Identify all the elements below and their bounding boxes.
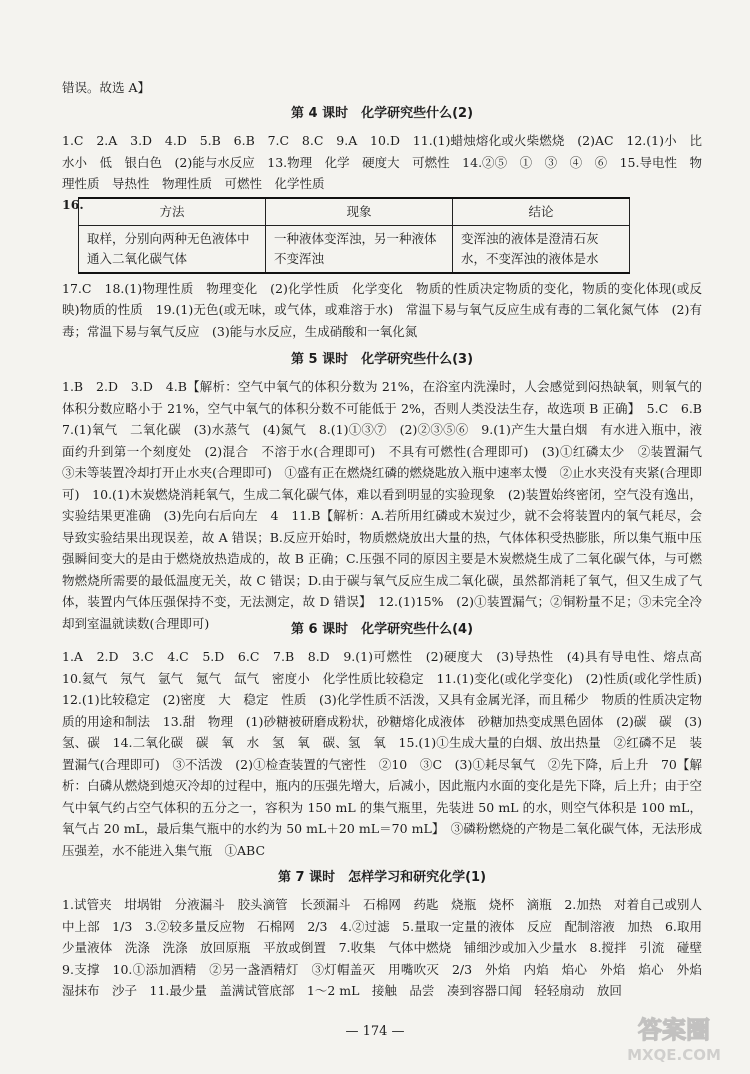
- section-5-answers: 1.B 2.D 3.D 4.B【解析：空气中氧气的体积分数为 21%，在浴室内洗澡时，人会感觉到闷热缺氧，则氧气的体积分数应略小于 21%，空气中氧气的体积分数不可能低于 2%，否则人类没法生存，故选项 B 正确】 5.C 6.B 7.(1)氧气 二氧化碳 (3)水蒸气 (4)氮气 8.(1)①③⑦ (2)②③⑤⑥ 9.(1)产生大量白烟 有水进入瓶中，液面约升到第一个刻度处 (2)混合 不溶于水(合理即可) 不具有可燃性(合理即可) (3)①红磷太少 ②装置漏气 ③未等装置冷却打开止水夹(合理即可) ①盛有正在燃烧红磷的燃烧匙放入瓶中速率太慢 ②止水夹没有夹紧(合理即可) 10.(1)木炭燃烧消耗氧气，生成二氧化碳气体，难以看到明显的实验现象 (2)装置始终密闭，空气没有逸出，实验结果更准确 (3)先向右后向左 4 11.B【解析：A.若所用红磷或木炭过少，就不会将装置内的氧气耗尽，会导致实验结果出现误差，故 A 错误；B.反应开始时，物质燃烧放出大量的热，气体体积受热膨胀，所以集气瓶中压强瞬间变大的是由于燃烧放热造成的，故 B 正确；C.压强不同的原因主要是木炭燃烧生成了二氧化碳气体，与可燃物燃烧所需要的最低温度无关，故 C 错误；D.由于碳与氧气反应生成二氧化碳，虽然都消耗了氧气，但又生成了气体，装置内气体压强保持不变，无法测定，故 D 错误】 12.(1)15% (2)①装置漏气；②铜粉量不足；③未完全冷却到室温就读数(合理即可): [62, 379, 715, 631]
- section-5-title: 第 5 课时 化学研究些什么(3): [290, 352, 474, 367]
- table-header-row: [79, 198, 630, 226]
- answer-table: [78, 197, 630, 274]
- table-row: [79, 225, 630, 273]
- section-6-title: 第 6 课时 化学研究些什么(4): [290, 622, 474, 637]
- watermark-text-bottom: MXQE.COM: [627, 1046, 721, 1064]
- table-header-method: 方法: [79, 198, 266, 226]
- intro-line: 错误。故选 A】: [62, 80, 151, 95]
- section-5: [62, 350, 715, 634]
- question-16-number: 16.: [62, 196, 84, 212]
- page-number: — 174 —: [345, 1024, 405, 1039]
- section-4: [62, 104, 702, 342]
- table-cell-method: 取样，分别向两种无色液体中通入二氧化碳气体: [79, 225, 266, 273]
- section-4-answers-1: 1.C 2.A 3.D 4.D 5.B 6.B 7.C 8.C 9.A 10.D 11.(1)蜡烛熔化或火柴燃烧 (2)AC 12.(1)小 比水小 低 银白色 (2)能与水反应 13.物理 化学 硬度大 可燃性 14.②⑤ ① ③ ④ ⑥ 15.导电性 物理性质 导热性 物理性质 可燃性 化学性质: [62, 133, 702, 191]
- section-4-title: 第 4 课时 化学研究些什么(2): [290, 106, 474, 121]
- section-7: [62, 868, 715, 1002]
- section-4-answers-2: 17.C 18.(1)物理性质 物理变化 (2)化学性质 化学变化 物质的性质决定物质的变化，物质的变化体现(或反映)物质的性质 19.(1)无色(或无味，或气体，或难溶于水) 常温下易与氧气反应生成有毒的二氧化氮气体 (2)有毒；常温下易与氧气反应 (3)能与水反应，生成硝酸和一氧化氮: [62, 280, 702, 339]
- section-6: [62, 620, 715, 861]
- table-cell-phenomenon: 一种液体变浑浊，另一种液体不变浑浊: [266, 225, 453, 273]
- watermark-logo: [608, 1008, 740, 1066]
- table-cell-conclusion: 变浑浊的液体是澄清石灰水，不变浑浊的液体是水: [453, 225, 630, 273]
- table-header-conclusion: 结论: [453, 198, 630, 226]
- section-7-title: 第 7 课时 怎样学习和研究化学(1): [277, 870, 487, 885]
- question-16: [62, 197, 702, 274]
- watermark-text-top: 答案圈: [638, 1016, 710, 1044]
- section-7-answers: 1.试管夹 坩埚钳 分液漏斗 胶头滴管 长颈漏斗 石棉网 药匙 烧瓶 烧杯 滴瓶 2.加热 对着自己或别人 中上部 1/3 3.②较多量反应物 石棉网 2/3 4.②过滤 5.量取一定量的液体 反应 配制溶液 加热 6.取用少量液体 洗涤 洗涤 放回原瓶 平放或倒置 7.收集 气体中燃烧 铺细沙或加入少量水 8.搅拌 引流 碰壁 9.支撑 10.①添加酒精 ②另一盏酒精灯 ③灯帽盖灭 用嘴吹灭 2/3 外焰 内焰 焰心 外焰 焰心 外焰 湿抹布 沙子 11.最少量 盖满试管底部 1～2 mL 接触 品尝 凑到容器口闻 轻轻扇动 放回: [62, 897, 715, 998]
- table-header-phenomenon: 现象: [266, 198, 453, 226]
- section-6-answers: 1.A 2.D 3.C 4.C 5.D 6.C 7.B 8.D 9.(1)可燃性 (2)硬度大 (3)导热性 (4)具有导电性、熔点高 10.氦气 氖气 氩气 氪气 氙气 密度小 化学性质比较稳定 11.(1)变化(或化学变化) (2)性质(或化学性质) 12.(1)比较稳定 (2)密度 大 稳定 性质 (3)化学性质不活泼，又具有金属光泽，而且稀少 物质的性质决定物质的用途和制法 13.甜 物理 (1)砂糖被研磨成粉状，砂糖熔化成液体 砂糖加热变成黑色固体 (2)碳 碳 (3)氢、碳 14.二氧化碳 碳 氧 水 氢 氧 碳、氢 氧 15.(1)①生成大量的白烟、放出热量 ②红磷不足 装置漏气(合理即可) ③不活泼 (2)①检查装置的气密性 ②10 ③C (3)①耗尽氧气 ②先下降，后上升 70【解析：白磷从燃烧到熄灭冷却的过程中，瓶内的压强先增大，后减小，因此瓶内水面的变化是先下降，后上升；由于空气中氧气约占空气体积的五分之一，容积为 150 mL 的集气瓶里，先装进 50 mL 的水，则空气体积是 100 mL，氧气占 20 mL，最后集气瓶中的水约为 50 mL＋20 mL＝70 mL】 ③磷粉燃烧的产物是二氧化碳气体，无法形成压强差，水不能进入集气瓶 ①ABC: [62, 649, 715, 858]
